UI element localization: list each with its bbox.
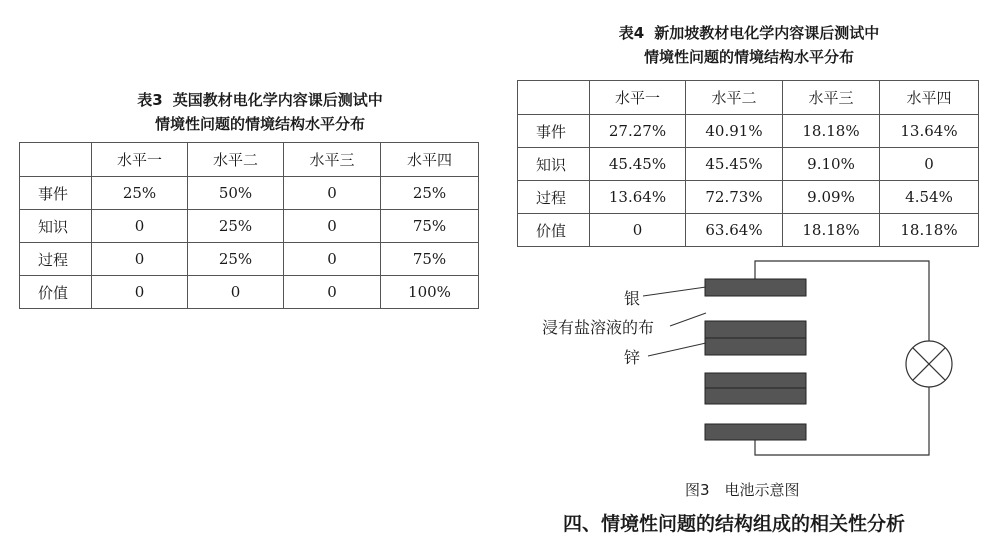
table3-header-cell: 水平四: [381, 143, 479, 177]
table4-caption-line2: 情境性问题的情境结构水平分布: [643, 48, 854, 66]
table4-cell: 18.18%: [783, 214, 880, 247]
table4-cell: 45.45%: [590, 148, 686, 181]
table3-cell: 50%: [188, 177, 284, 210]
table4-cell: 27.27%: [590, 115, 686, 148]
table4-cell: 0: [880, 148, 979, 181]
table3-cell: 25%: [92, 177, 188, 210]
silver-leader: [643, 287, 706, 296]
table3-cell: 0: [92, 210, 188, 243]
table4-cell: 0: [590, 214, 686, 247]
table4-cell: 18.18%: [880, 214, 979, 247]
cloth-leader: [670, 313, 706, 326]
table4-cell: 4.54%: [880, 181, 979, 214]
table4-header-cell: 水平四: [880, 81, 979, 115]
figure3-caption: 图3 电池示意图: [685, 481, 800, 499]
silver-label: 银: [624, 289, 641, 308]
table3-row-label: 价值: [20, 276, 92, 309]
table4-cell: 9.10%: [783, 148, 880, 181]
table4-cell: 18.18%: [783, 115, 880, 148]
table3-row-label: 知识: [20, 210, 92, 243]
table3-cell: 0: [284, 210, 381, 243]
silver-plate-3: [705, 373, 806, 388]
table4-cell: 63.64%: [686, 214, 783, 247]
table4-row-label: 事件: [518, 115, 590, 148]
table3-cell: 25%: [188, 243, 284, 276]
table3-caption-number: 表3: [137, 91, 163, 109]
section-heading: 四、情境性问题的结构组成的相关性分析: [563, 513, 906, 535]
table3-caption-title: 英国教材电化学内容课后测试中: [172, 91, 383, 109]
table4-cell: 72.73%: [686, 181, 783, 214]
zinc-label: 锌: [624, 348, 641, 367]
zinc-leader: [648, 343, 706, 356]
table3-cell: 75%: [381, 243, 479, 276]
table3-cell: 0: [284, 177, 381, 210]
table3-cell: 0: [284, 276, 381, 309]
silver-plate-2: [705, 321, 806, 338]
zinc-plate-3: [705, 424, 806, 440]
table4-cell: 45.45%: [686, 148, 783, 181]
table3-cell: 25%: [381, 177, 479, 210]
table4-row-label: 价值: [518, 214, 590, 247]
silver-plate-1: [705, 279, 806, 296]
table3-cell: 100%: [381, 276, 479, 309]
table4-cell: 13.64%: [590, 181, 686, 214]
table3-header-cell: 水平二: [188, 143, 284, 177]
table3-cell: 25%: [188, 210, 284, 243]
table4-header-cell: 水平一: [590, 81, 686, 115]
table3-row-label: 过程: [20, 243, 92, 276]
table3-header-cell: 水平一: [92, 143, 188, 177]
table3-cell: 0: [284, 243, 381, 276]
table4-caption-title: 新加坡教材电化学内容课后测试中: [654, 24, 880, 42]
table3-cell: 0: [188, 276, 284, 309]
table3-header-cell: 水平三: [284, 143, 381, 177]
lamp-icon: [906, 341, 952, 387]
cloth-label: 浸有盐溶液的布: [542, 318, 655, 337]
table3-row-label: 事件: [20, 177, 92, 210]
table4-header-cell: 水平二: [686, 81, 783, 115]
table3-cell: 0: [92, 276, 188, 309]
zinc-plate-1: [705, 338, 806, 355]
table3-cell: 75%: [381, 210, 479, 243]
battery-plates: [705, 279, 806, 440]
table4-caption-number: 表4: [618, 24, 645, 42]
table4-cell: 9.09%: [783, 181, 880, 214]
table4-header-cell: 水平三: [783, 81, 880, 115]
zinc-plate-2: [705, 388, 806, 404]
table4-cell: 13.64%: [880, 115, 979, 148]
table4-cell: 40.91%: [686, 115, 783, 148]
table4-row-label: 知识: [518, 148, 590, 181]
table4-row-label: 过程: [518, 181, 590, 214]
table3-cell: 0: [92, 243, 188, 276]
table3-caption-line2: 情境性问题的情境结构水平分布: [154, 115, 365, 133]
